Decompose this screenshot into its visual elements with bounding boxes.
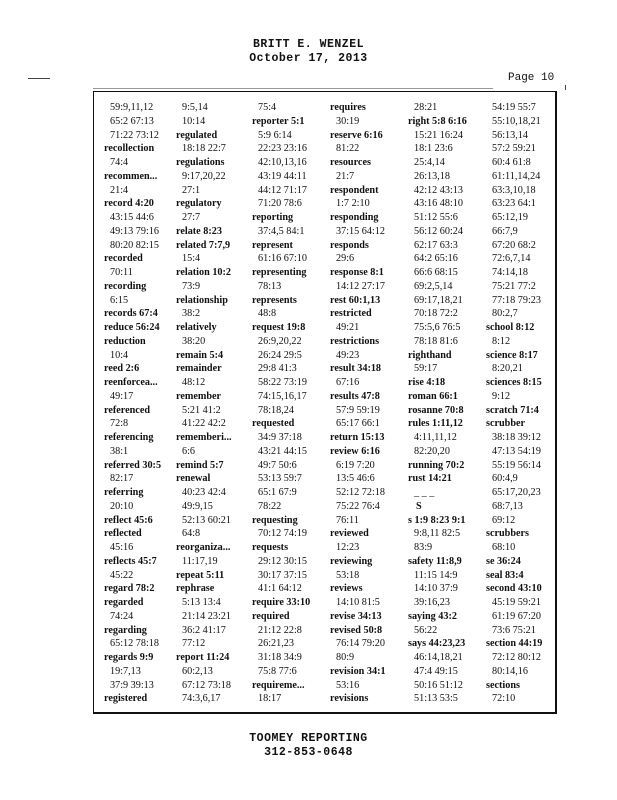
index-term: regards 9:9: [104, 652, 154, 663]
index-term: request 19:8: [252, 322, 306, 333]
index-locator: 75:5,6 76:5: [414, 322, 461, 333]
index-locator: 75:4: [258, 102, 277, 113]
index-column-1: [104, 101, 184, 706]
index-term: require 33:10: [252, 597, 311, 608]
index-column-4: [330, 101, 410, 706]
index-locator: 72:6,7,14: [492, 253, 531, 265]
index-term: se 36:24: [486, 555, 521, 567]
index-locator: 65:12 78:18: [110, 638, 159, 650]
index-term: running 70:2: [408, 459, 465, 471]
index-term: reduction: [104, 335, 146, 347]
index-term: report 11:24: [176, 652, 230, 663]
index-term: rise 4:18: [408, 377, 446, 388]
index-term: recommen...: [104, 170, 158, 182]
index-locator: 21:12 22:8: [258, 624, 302, 636]
index-locator: 53:16: [336, 679, 360, 691]
index-locator: 14:12 27:17: [336, 280, 385, 292]
index-locator: 1:7 2:10: [336, 198, 370, 210]
index-term: responding: [330, 212, 379, 223]
index-locator: 29:8 41:3: [258, 363, 297, 375]
index-term: revision 34:1: [330, 665, 386, 677]
index-term: represent: [252, 239, 293, 251]
index-locator: 14:10 81:5: [336, 597, 380, 608]
index-locator: 10:4: [110, 349, 129, 361]
index-term: sciences 8:15: [486, 377, 542, 388]
index-term: reflects 45:7: [104, 555, 157, 567]
index-term: rules 1:11,12: [408, 418, 463, 430]
index-locator: 60:4,9: [492, 473, 518, 485]
index-locator: 75:8 77:6: [258, 665, 297, 677]
index-term: revisions: [330, 693, 369, 705]
index-locator: 83:9: [414, 542, 433, 553]
index-locator: 15:21 16:24: [414, 129, 463, 141]
index-locator: 63:3,10,18: [492, 184, 536, 196]
index-column-5: [408, 101, 488, 706]
index-locator: 69:17,18,21: [414, 294, 463, 306]
index-term: requests: [252, 542, 289, 553]
index-locator: 6:15: [110, 294, 129, 306]
index-term: reviewing: [330, 555, 373, 567]
index-locator: 66:7,9: [492, 225, 518, 237]
index-locator: 10:14: [182, 115, 206, 127]
index-term: reflected: [104, 528, 142, 540]
index-term: seal 83:4: [486, 569, 524, 581]
index-locator: 42:10,13,16: [258, 157, 307, 168]
index-locator: 67:20 68:2: [492, 239, 536, 251]
scan-mark: [565, 85, 566, 90]
index-term: response 8:1: [330, 267, 384, 278]
index-locator: 77:12: [182, 638, 206, 650]
index-term: remain 5:4: [176, 349, 224, 361]
index-term: repeat 5:11: [176, 569, 225, 581]
index-locator: 21:7: [336, 170, 355, 182]
index-locator: 42:12 43:13: [414, 184, 463, 196]
index-term: remember: [176, 390, 222, 402]
index-locator: 78:22: [258, 500, 282, 512]
index-locator: 70:12 74:19: [258, 528, 307, 540]
index-locator: 74:3,6,17: [182, 693, 221, 705]
index-term: reviewed: [330, 528, 369, 540]
index-locator: 18:17: [258, 693, 282, 705]
index-locator: 21:14 23:21: [182, 610, 231, 622]
index-locator: 69:12: [492, 514, 516, 526]
index-locator: 45:19 59:21: [492, 597, 541, 608]
index-term: reenforcea...: [104, 377, 158, 388]
index-locator: 68:10: [492, 542, 516, 553]
index-term: representing: [252, 267, 307, 278]
index-term: recorded: [104, 253, 143, 265]
index-locator: 31:18 34:9: [258, 652, 302, 663]
index-term: rephrase: [176, 583, 215, 595]
index-term: regard 78:2: [104, 583, 155, 595]
index-locator: 6:19 7:20: [336, 459, 375, 471]
reporting-phone: 312-853-0648: [264, 746, 353, 759]
index-locator: 73:6 75:21: [492, 624, 536, 636]
index-term: regulated: [176, 129, 218, 141]
index-locator: 78:18 81:6: [414, 335, 458, 347]
index-term: referenced: [104, 404, 151, 416]
index-locator: 26:9,20,22: [258, 335, 302, 347]
index-locator: 48:8: [258, 308, 277, 320]
index-locator: 52:12 72:18: [336, 487, 385, 498]
index-locator: 60:4 61:8: [492, 157, 531, 168]
index-locator: 49:9,15: [182, 500, 213, 512]
index-locator: 72:8: [110, 418, 129, 430]
index-locator: 11:17,19: [182, 555, 218, 567]
index-locator: 65:17,20,23: [492, 487, 541, 498]
index-locator: 65:2 67:13: [110, 115, 154, 127]
index-locator: 26:13,18: [414, 170, 450, 182]
index-locator: 43:21 44:15: [258, 445, 307, 457]
index-term: renewal: [176, 473, 211, 485]
index-locator: 54:19 55:7: [492, 102, 536, 113]
index-locator: 6:6: [182, 445, 196, 457]
index-locator: 12:23: [336, 542, 360, 553]
index-term: required: [252, 610, 290, 622]
index-locator: 18:18 22:7: [182, 143, 226, 155]
index-locator: 80:20 82:15: [110, 239, 159, 251]
index-term: roman 66:1: [408, 390, 458, 402]
index-locator: 43:19 44:11: [258, 170, 307, 182]
index-locator: 72:12 80:12: [492, 652, 541, 663]
index-locator: 48:12: [182, 377, 206, 388]
index-term: regarded: [104, 597, 144, 608]
index-locator: 73:9: [182, 280, 201, 292]
index-locator: 74:4: [110, 157, 129, 168]
index-locator: 47:13 54:19: [492, 445, 541, 457]
index-locator: 65:1 67:9: [258, 487, 297, 498]
index-locator: 19:7,13: [110, 665, 141, 677]
index-term: says 44:23,23: [408, 638, 466, 650]
index-locator: 81:22: [336, 143, 360, 155]
index-term: return 15:13: [330, 432, 385, 443]
index-locator: 41:22 42:2: [182, 418, 226, 430]
index-term: reed 2:6: [104, 363, 140, 375]
index-locator: 75:22 76:4: [336, 500, 380, 512]
index-locator: 78:13: [258, 280, 282, 292]
witness-name: BRITT E. WENZEL: [252, 38, 365, 51]
index-term: referencing: [104, 432, 154, 443]
index-locator: 53:13 59:7: [258, 473, 302, 485]
index-locator: 47:4 49:15: [414, 665, 458, 677]
index-term: rememberi...: [176, 432, 232, 443]
index-locator: 14:10 37:9: [414, 583, 458, 595]
index-term: scrubbers: [486, 528, 530, 540]
index-term: scratch 71:4: [486, 404, 539, 416]
index-locator: 74:15,16,17: [258, 390, 307, 402]
index-locator: 69:2,5,14: [414, 280, 453, 292]
index-term: reorganiza...: [176, 542, 231, 553]
index-term: science 8:17: [486, 349, 538, 361]
index-locator: 38:18 39:12: [492, 432, 541, 443]
index-locator: 9:8,11 82:5: [414, 528, 461, 540]
index-locator: 52:13 60:21: [182, 514, 231, 526]
index-locator: 82:17: [110, 473, 134, 485]
index-locator: 46:14,18,21: [414, 652, 463, 663]
index-term: responds: [330, 239, 369, 251]
index-locator: 64:2 65:16: [414, 253, 458, 265]
index-locator: 9:17,20,22: [182, 170, 226, 182]
index-locator: 38:1: [110, 445, 129, 457]
index-locator: 44:12 71:17: [258, 184, 307, 196]
index-term: reserve 6:16: [330, 129, 383, 141]
index-locator: 29:12 30:15: [258, 555, 307, 567]
index-locator: 27:1: [182, 184, 201, 196]
index-term: registered: [104, 693, 148, 705]
index-locator: 63:23 64:1: [492, 198, 536, 210]
index-term: reduce 56:24: [104, 322, 160, 333]
index-term: revised 50:8: [330, 624, 383, 636]
index-term: saying 43:2: [408, 610, 457, 622]
index-locator: 5:9 6:14: [258, 129, 292, 141]
index-term: recording: [104, 280, 147, 292]
index-term: relationship: [176, 294, 228, 306]
index-term: reporting: [252, 212, 294, 223]
index-locator: 30:17 37:15: [258, 569, 307, 581]
index-locator: 51:12 55:6: [414, 212, 458, 223]
index-term: school 8:12: [486, 322, 535, 333]
index-locator: 36:2 41:17: [182, 624, 226, 636]
index-locator: 11:15 14:9: [414, 569, 458, 581]
index-term: relation 10:2: [176, 267, 231, 278]
index-locator: 21:4: [110, 184, 129, 196]
index-locator: 41:1 64:12: [258, 583, 302, 595]
index-term: section 44:19: [486, 638, 543, 650]
index-locator: 76:11: [336, 514, 359, 526]
index-locator: 39:16,23: [414, 597, 450, 608]
index-locator: 80:9: [336, 652, 355, 663]
index-term: referring: [104, 487, 144, 498]
index-locator: 40:23 42:4: [182, 487, 226, 498]
index-locator: 57:9 59:19: [336, 404, 380, 416]
index-term: resources: [330, 157, 371, 168]
index-locator: 29:6: [336, 253, 355, 265]
index-locator: 20:10: [110, 500, 134, 512]
index-locator: 61:11,14,24: [492, 170, 541, 182]
index-locator: 57:2 59:21: [492, 143, 536, 155]
index-term: scrubber: [486, 418, 526, 430]
index-locator: 70:18 72:2: [414, 308, 458, 320]
index-locator: 26:24 29:5: [258, 349, 302, 361]
index-term: revise 34:13: [330, 610, 382, 622]
index-locator: 34:9 37:18: [258, 432, 302, 443]
index-locator: 26:21,23: [258, 638, 294, 650]
index-locator: 22:23 23:16: [258, 143, 307, 155]
index-locator: 74:24: [110, 610, 134, 622]
index-locator: 56:12 60:24: [414, 225, 463, 237]
index-locator: 80:14,16: [492, 665, 528, 677]
index-term: recollection: [104, 143, 155, 155]
index-term: right 5:8 6:16: [408, 115, 467, 127]
index-column-6: [486, 101, 566, 706]
index-locator: 27:7: [182, 212, 201, 223]
index-term: remind 5:7: [176, 459, 224, 471]
index-locator: 13:5 46:6: [336, 473, 375, 485]
index-locator: 62:17 63:3: [414, 239, 458, 251]
index-locator: 76:14 79:20: [336, 638, 385, 650]
index-term: requesting: [252, 514, 298, 526]
index-term: rosanne 70:8: [408, 404, 464, 416]
index-locator: 71:22 73:12: [110, 129, 159, 141]
index-term: respondent: [330, 184, 379, 196]
index-term: requires: [330, 102, 366, 113]
index-locator: 37:15 64:12: [336, 225, 385, 237]
index-locator: 9:5,14: [182, 102, 208, 113]
index-term: result 34:18: [330, 363, 382, 375]
index-locator: 78:18,24: [258, 404, 294, 416]
index-section-letter: S: [416, 500, 422, 512]
index-term: reflect 45:6: [104, 514, 153, 526]
index-locator: 59:17: [414, 363, 438, 375]
index-locator: 55:10,18,21: [492, 115, 541, 127]
index-term: review 6:16: [330, 445, 380, 457]
index-locator: 50:16 51:12: [414, 679, 463, 691]
index-term: reviews: [330, 583, 363, 595]
index-term: rust 14:21: [408, 473, 452, 485]
index-locator: 64:8: [182, 528, 201, 540]
index-term: restricted: [330, 308, 372, 320]
index-locator: 56:13,14: [492, 129, 528, 141]
index-term: remainder: [176, 363, 222, 375]
index-locator: 74:14,18: [492, 267, 528, 278]
index-locator: 53:18: [336, 569, 360, 581]
index-locator: 49:23: [336, 349, 360, 361]
index-term: s 1:9 8:23 9:1: [408, 514, 466, 526]
index-term: regarding: [104, 624, 147, 636]
index-term: record 4:20: [104, 198, 154, 210]
index-locator: 49:7 50:6: [258, 459, 297, 471]
index-locator: 37:4,5 84:1: [258, 225, 305, 237]
deposition-date: October 17, 2013: [249, 52, 368, 65]
index-locator: 37:9 39:13: [110, 679, 154, 691]
index-locator: 45:16: [110, 542, 134, 553]
index-locator: 51:13 53:5: [414, 693, 458, 705]
index-locator: _ _ _: [414, 487, 435, 498]
index-locator: 77:18 79:23: [492, 294, 541, 306]
index-term: safety 11:8,9: [408, 555, 462, 567]
index-locator: 59:9,11,12: [110, 102, 154, 113]
index-locator: 28:21: [414, 102, 438, 113]
index-locator: 38:20: [182, 335, 206, 347]
index-locator: 61:16 67:10: [258, 253, 307, 265]
index-locator: 43:16 48:10: [414, 198, 463, 210]
index-locator: 18:1 23:6: [414, 143, 453, 155]
index-term: restrictions: [330, 335, 380, 347]
index-locator: 30:19: [336, 115, 360, 127]
index-column-3: [252, 101, 332, 706]
index-column-2: [176, 101, 256, 706]
index-term: related 7:7,9: [176, 239, 231, 251]
index-locator: 38:2: [182, 308, 201, 320]
index-locator: 65:12,19: [492, 212, 528, 223]
index-locator: 15:4: [182, 253, 201, 265]
index-locator: 67:16: [336, 377, 360, 388]
index-term: regulations: [176, 157, 225, 168]
scan-mark: [93, 88, 493, 89]
index-term: sections: [486, 679, 520, 691]
index-locator: 67:12 73:18: [182, 679, 231, 691]
index-locator: 25:4,14: [414, 157, 445, 168]
index-locator: 4:11,11,12: [414, 432, 457, 443]
index-locator: 43:15 44:6: [110, 212, 154, 223]
index-term: righthand: [408, 349, 452, 361]
index-locator: 70:11: [110, 267, 133, 278]
index-term: relatively: [176, 322, 217, 333]
index-locator: 82:20,20: [414, 445, 450, 457]
index-locator: 61:19 67:20: [492, 610, 541, 622]
index-term: results 47:8: [330, 390, 380, 402]
index-term: referred 30:5: [104, 459, 162, 471]
page-number: Page 10: [508, 72, 555, 84]
index-term: requested: [252, 418, 295, 430]
index-locator: 80:2,7: [492, 308, 518, 320]
index-locator: 68:7,13: [492, 500, 523, 512]
index-locator: 72:10: [492, 693, 516, 705]
index-locator: 8:20,21: [492, 363, 523, 375]
index-locator: 49:21: [336, 322, 360, 333]
index-locator: 71:20 78:6: [258, 198, 302, 210]
index-locator: 5:21 41:2: [182, 404, 221, 416]
index-locator: 45:22: [110, 569, 134, 581]
index-locator: 9:12: [492, 390, 511, 402]
index-locator: 75:21 77:2: [492, 280, 536, 292]
index-term: relate 8:23: [176, 225, 222, 237]
index-term: records 67:4: [104, 308, 158, 320]
index-locator: 60:2,13: [182, 665, 213, 677]
index-locator: 55:19 56:14: [492, 459, 541, 471]
index-term: regulatory: [176, 198, 222, 210]
index-locator: 65:17 66:1: [336, 418, 380, 430]
index-term: second 43:10: [486, 583, 542, 595]
index-locator: 58:22 73:19: [258, 377, 307, 388]
scan-mark: [28, 78, 50, 79]
index-locator: 5:13 13:4: [182, 597, 221, 608]
index-locator: 49:17: [110, 390, 134, 402]
index-locator: 49:13 79:16: [110, 225, 159, 237]
index-locator: 8:12: [492, 335, 511, 347]
index-term: rest 60:1,13: [330, 294, 381, 306]
index-locator: 66:6 68:15: [414, 267, 458, 278]
index-term: represents: [252, 294, 297, 306]
index-locator: 56:22: [414, 624, 438, 636]
index-term: requireme...: [252, 679, 305, 691]
reporting-company: TOOMEY REPORTING: [249, 732, 368, 745]
index-term: reporter 5:1: [252, 115, 305, 127]
